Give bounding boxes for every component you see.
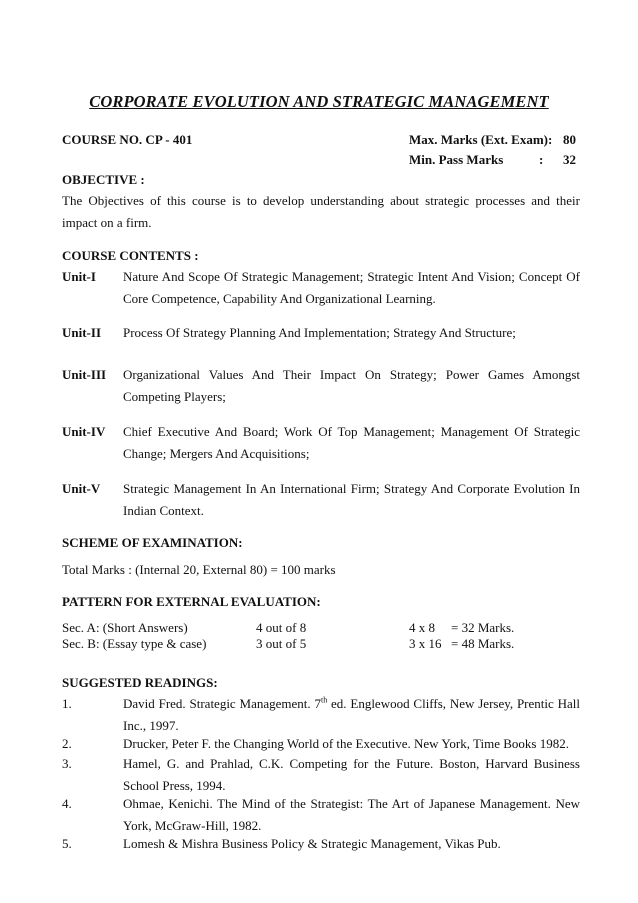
readings-heading: SUGGESTED READINGS: [62, 675, 218, 690]
max-marks-value: 80 [563, 132, 576, 147]
reading-text: Drucker, Peter F. the Changing World of the Executive. New York, Time Books 1982. [123, 736, 569, 751]
min-pass-label: Min. Pass Marks [409, 152, 504, 167]
unit-label: Unit-II [62, 325, 102, 340]
pattern-count: 4 out of 8 [256, 620, 307, 635]
reading-number: 2. [62, 736, 72, 751]
reading-text-main: David Fred. Strategic Management. 7 [123, 696, 321, 711]
page-title: CORPORATE EVOLUTION AND STRATEGIC MANAGEMENT [89, 92, 549, 111]
pattern-section: Sec. A: (Short Answers) [62, 620, 188, 635]
pattern-calc: 4 x 8 [409, 620, 435, 635]
scheme-heading: SCHEME OF EXAMINATION: [62, 535, 243, 550]
reading-text: Ohmae, Kenichi. The Mind of the Strategist: The Art of Japanese Management. New York, McGraw-Hill, 1982. [123, 796, 580, 833]
max-marks-label: Max. Marks (Ext. Exam): [409, 132, 553, 147]
pattern-heading: PATTERN FOR EXTERNAL EVALUATION: [62, 594, 321, 609]
pattern-count: 3 out of 5 [256, 636, 307, 651]
pattern-section: Sec. B: (Essay type & case) [62, 636, 207, 651]
scheme-text: Total Marks : (Internal 20, External 80) = 100 marks [62, 562, 336, 577]
unit-text: Nature And Scope Of Strategic Management; Strategic Intent And Vision; Concept Of Core Competence, Capability And Organizational Learning. [123, 269, 580, 306]
objective-text: The Objectives of this course is to develop understanding about strategic processes and their impact on a firm. [62, 193, 580, 230]
pattern-marks: = 48 Marks. [451, 636, 515, 651]
unit-text: Process Of Strategy Planning And Implementation; Strategy And Structure; [123, 325, 516, 340]
pattern-calc: 3 x 16 [409, 636, 442, 651]
reading-number: 1. [62, 696, 72, 711]
reading-text: Lomesh & Mishra Business Policy & Strategic Management, Vikas Pub. [123, 836, 501, 851]
objective-heading: OBJECTIVE : [62, 172, 145, 187]
reading-number: 5. [62, 836, 72, 851]
pattern-marks: = 32 Marks. [451, 620, 515, 635]
unit-text: Chief Executive And Board; Work Of Top Management; Management Of Strategic Change; Mergers And Acquisitions; [123, 424, 580, 461]
reading-number: 3. [62, 756, 72, 771]
min-pass-value: 32 [563, 152, 576, 167]
reading-number: 4. [62, 796, 72, 811]
unit-label: Unit-I [62, 269, 96, 284]
unit-label: Unit-III [62, 367, 107, 382]
contents-heading: COURSE CONTENTS : [62, 248, 199, 263]
unit-label: Unit-V [62, 481, 101, 496]
reading-superscript: th [320, 695, 328, 705]
reading-text [123, 693, 580, 737]
reading-text: Hamel, G. and Prahlad, C.K. Competing for the Future. Boston, Harvard Business School Press, 1994. [123, 756, 580, 793]
unit-label: Unit-IV [62, 424, 106, 439]
reading-text-rest: ed. Englewood Cliffs, New Jersey, Prentic Hall Inc., 1997. [123, 696, 580, 733]
course-number: COURSE NO. CP - 401 [62, 132, 193, 147]
unit-text: Organizational Values And Their Impact On Strategy; Power Games Amongst Competing Players; [123, 367, 580, 404]
min-pass-colon: : [539, 152, 544, 167]
unit-text: Strategic Management In An International Firm; Strategy And Corporate Evolution In Indian Context. [123, 481, 580, 518]
